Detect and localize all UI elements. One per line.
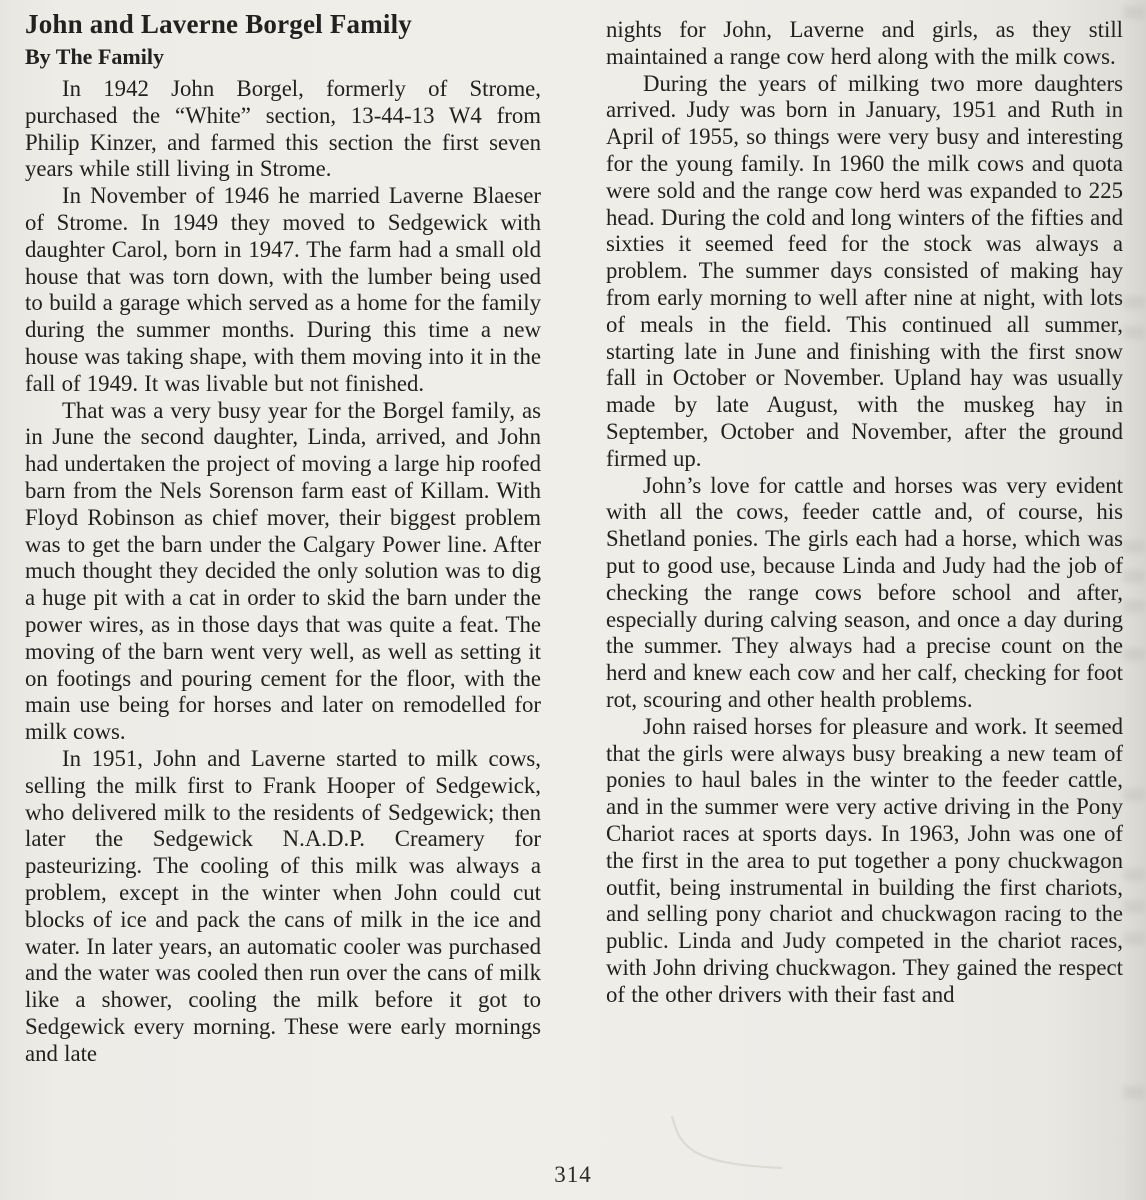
paragraph: In 1951, John and Laverne started to milk cows, selling the milk first to Frank Hooper of Sedgewick, who delivered milk to the residents of Sedgewick; then later the Sedgewick N.A.D.P. Creamery for pasteurizing. The cooling of this milk was always a problem, except in the winter when John could cut blocks of ice and pack the cans of milk in the ice and water. In later years, an automatic cooler was purchased and the water was cooled then run over the cans of milk like a shower, cooling the milk before it got to Sedgewick every morning. These were early mornings and late [25,745,541,1066]
article-byline: By The Family [25,44,164,69]
paragraph: That was a very busy year for the Borgel family, as in June the second daughter, Linda, arrived, and John had undertaken the project of moving a large hip roofed barn from the Nels Sorenson farm east of Killam. With Floyd Robinson as chief mover, their biggest problem was to get the barn under the Calgary Power line. After much thought they decided the only solution was to dig a huge pit with a cat in order to skid the barn under the power wires, as in those days that was quite a feat. The moving of the barn went very well, as well as setting it on footings and pouring cement for the floor, with the main use being for horses and later on remodelled for milk cows. [25,397,541,745]
right-column [606,17,1123,1008]
paragraph: In 1942 John Borgel, formerly of Strome, purchased the “White” section, 13-44-13 W4 from Philip Kinzer, and farmed this section the first seven years while still living in Strome. [25,76,541,182]
paragraph: John raised horses for pleasure and work. It seemed that the girls were always busy breaking a new team of ponies to haul bales in the winter to the feeder cattle, and in the summer were very active driving in the Pony Chariot races at sports days. In 1963, John was one of the first in the area to put together a pony chuckwagon outfit, being instrumental in building the first chariots, and selling pony chariot and chuckwagon racing to the public. Linda and Judy competed in the chariot races, with John driving chuckwagon. They gained the respect of the other drivers with their fast and [606,713,1123,1007]
paragraph: John’s love for cattle and horses was very evident with all the cows, feeder cattle and, of course, his Shetland ponies. The girls each had a horse, which was put to good use, because Linda and Judy had the job of checking the range cows before school and after, especially during calving season, and once a day during the summer. They always had a precise count on the herd and knew each cow and her calf, checking for foot rot, scouring and other health problems. [606,472,1123,712]
paragraph-continuation: nights for John, Laverne and girls, as they still maintained a range cow herd along with the milk cows. [606,17,1123,69]
page-number: 314 [554,1162,592,1187]
left-column [25,8,541,1067]
paragraph: In November of 1946 he married Laverne Blaeser of Strome. In 1949 they moved to Sedgewick with daughter Carol, born in 1947. The farm had a small old house that was torn down, with the lumber being used to build a garage which served as a home for the family during the summer months. During this time a new house was taking shape, with them moving into it in the fall of 1949. It was livable but not finished. [25,183,541,396]
article-title: John and Laverne Borgel Family [25,9,413,39]
paragraph: During the years of milking two more daughters arrived. Judy was born in January, 1951 and Ruth in April of 1955, so things were very busy and interesting for the young family. In 1960 the milk cows and quota were sold and the range cow herd was expanded to 225 head. During the cold and long winters of the fifties and sixties it seemed feed for the stock was always a problem. The summer days consisted of making hay from early morning to well after nine at night, with lots of meals in the field. This continued all summer, starting late in June and finishing with the first snow fall in October or November. Upland hay was usually made by late August, with the muskeg hay in September, October and November, after the ground firmed up. [606,70,1123,471]
